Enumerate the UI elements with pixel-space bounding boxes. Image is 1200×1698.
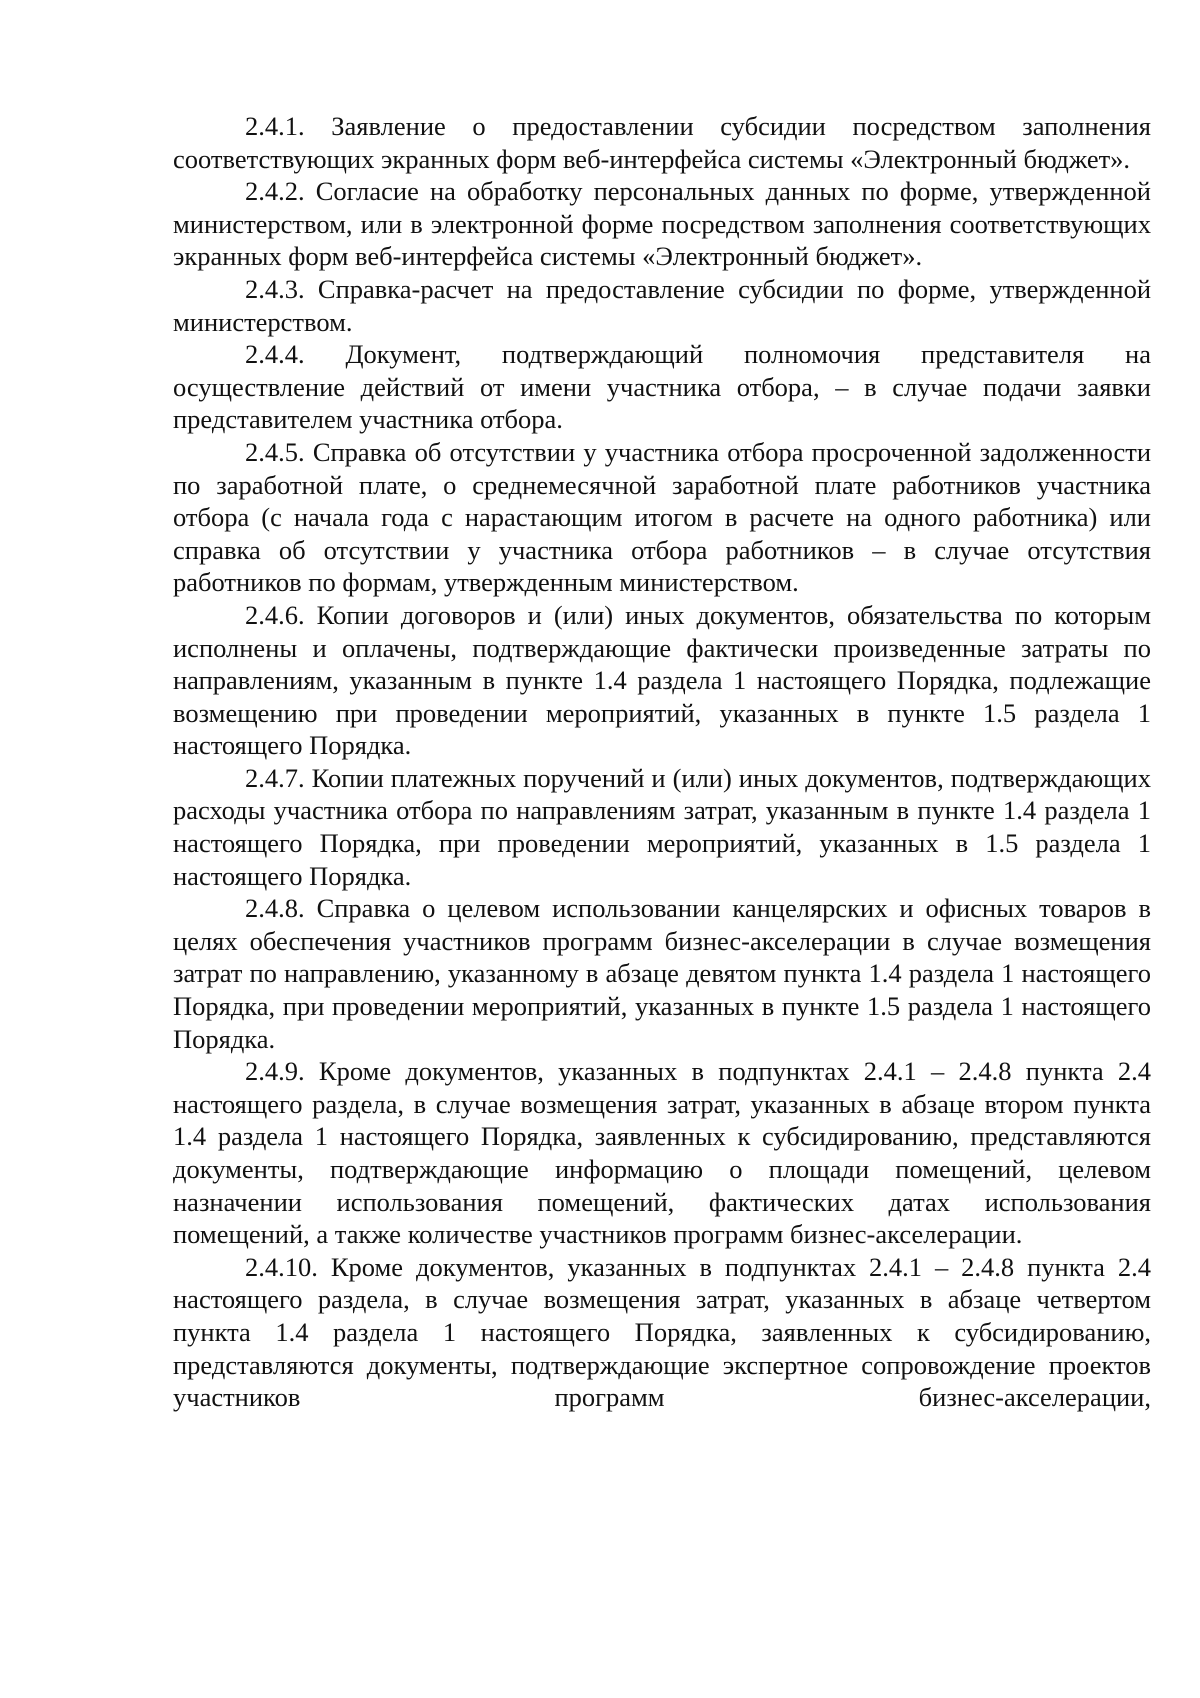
paragraph-2-4-9: 2.4.9. Кроме документов, указанных в подпунктах 2.4.1 – 2.4.8 пункта 2.4 настоящего раздела, в случае возмещения затрат, указанных в абзаце втором пункта 1.4 раздела 1 настоящего Порядка, заявленных к субсидированию, представляются документы, подтверждающие информацию о площади помещений, целевом назначении использования помещений, фактических датах использования помещений, а также количестве участников программ бизнес-акселерации.: [173, 1056, 1151, 1250]
paragraph-2-4-8: 2.4.8. Справка о целевом использовании канцелярских и офисных товаров в целях обеспечения участников программ бизнес-акселерации в случае возмещения затрат по направлению, указанному в абзаце девятом пункта 1.4 раздела 1 настоящего Порядка, при проведении мероприятий, указанных в пункте 1.5 раздела 1 настоящего Порядка.: [173, 893, 1151, 1054]
document-page: [173, 110, 1151, 1414]
paragraph-2-4-5: 2.4.5. Справка об отсутствии у участника отбора просроченной задолженности по заработной плате, о среднемесячной заработной плате работников участника отбора (с начала года с нарастающим итогом в расчете на одного работника) или справка об отсутствии у участника отбора работников – в случае отсутствия работников по формам, утвержденным министерством.: [173, 436, 1151, 598]
paragraph-2-4-7: 2.4.7. Копии платежных поручений и (или) иных документов, подтверждающих расходы участника отбора по направлениям затрат, указанным в пункте 1.4 раздела 1 настоящего Порядка, при проведении мероприятий, указанных в 1.5 раздела 1 настоящего Порядка.: [173, 762, 1151, 891]
paragraph-2-4-1: 2.4.1. Заявление о предоставлении субсидии посредством заполнения соответствующих экранных форм веб-интерфейса системы «Электронный бюджет».: [173, 111, 1151, 174]
paragraph-2-4-2: 2.4.2. Согласие на обработку персональных данных по форме, утвержденной министерством, или в электронной форме посредством заполнения соответствующих экранных форм веб-интерфейса системы «Электронный бюджет».: [173, 176, 1151, 272]
paragraph-2-4-4: 2.4.4. Документ, подтверждающий полномочия представителя на осуществление действий от имени участника отбора, – в случае подачи заявки представителем участника отбора.: [173, 339, 1151, 435]
paragraph-2-4-3: 2.4.3. Справка-расчет на предоставление субсидии по форме, утвержденной министерством.: [173, 273, 1151, 337]
paragraph-2-4-6: 2.4.6. Копии договоров и (или) иных документов, обязательства по которым исполнены и оплачены, подтверждающие фактически произведенные затраты по направлениям, указанным в пункте 1.4 раздела 1 настоящего Порядка, подлежащие возмещению при проведении мероприятий, указанных в пункте 1.5 раздела 1 настоящего Порядка.: [173, 599, 1151, 761]
paragraph-2-4-10: 2.4.10. Кроме документов, указанных в подпунктах 2.4.1 – 2.4.8 пункта 2.4 настоящего раздела, в случае возмещения затрат, указанных в абзаце четвертом пункта 1.4 раздела 1 настоящего Порядка, заявленных к субсидированию, представляются документы, подтверждающие экспертное сопровождение проектов участников программ бизнес-акселерации,: [173, 1251, 1151, 1413]
